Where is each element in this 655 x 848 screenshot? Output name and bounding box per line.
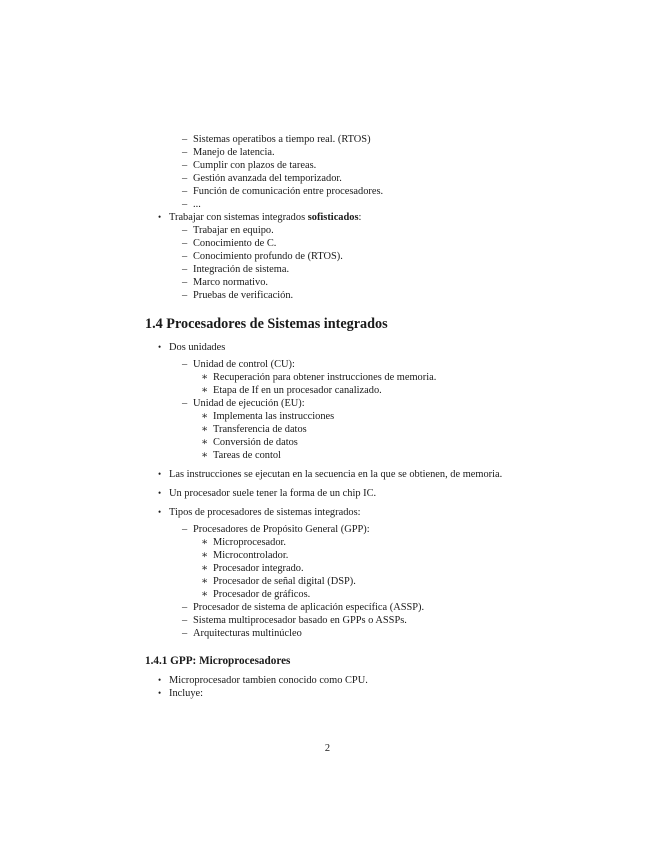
sophisticated-bullet-list <box>145 211 515 302</box>
chip-bullet: • Un procesador suele tener la forma de un chip IC. <box>145 487 515 500</box>
instrucciones-bullet: • Las instrucciones se ejecutan en la secuencia en la que se obtienen, de memoria. <box>145 468 515 481</box>
list-item: – Función de comunicación entre procesadores. <box>182 185 515 198</box>
rtos-skills-list <box>182 133 515 211</box>
sophisticated-bold: sofisticados <box>307 212 359 223</box>
list-item: – Conocimiento profundo de (RTOS). <box>182 250 515 263</box>
list-item: ∗ Microprocesador. <box>201 536 515 549</box>
list-item: – Procesador de sistema de aplicación específica (ASSP). <box>182 601 515 614</box>
list-item: ∗ Conversión de datos <box>201 436 515 449</box>
sophisticated-items <box>182 224 515 302</box>
sophisticated-bullet <box>145 211 515 302</box>
sophisticated-suffix: : <box>358 212 362 223</box>
dos-unidades-bullet <box>145 341 515 462</box>
list-item: – Trabajar en equipo. <box>182 224 515 237</box>
gpp-item <box>182 523 515 601</box>
processor-types-list <box>182 523 515 640</box>
list-item: ∗ Tareas de contol <box>201 449 515 462</box>
gpp-label: Procesadores de Propósito General (GPP): <box>193 524 370 535</box>
eu-subitems <box>201 410 515 462</box>
gpp-subitems <box>201 536 515 601</box>
list-item: ∗ Implementa las instrucciones <box>201 410 515 423</box>
tipos-bullet <box>145 506 515 640</box>
list-item: ∗ Recuperación para obtener instrucciones de memoria. <box>201 371 515 384</box>
list-item: – Conocimiento de C. <box>182 237 515 250</box>
list-item: ∗ Microcontrolador. <box>201 549 515 562</box>
sophisticated-prefix: Trabajar con sistemas integrados <box>169 212 308 223</box>
units-list <box>182 358 515 462</box>
page-content <box>145 133 515 700</box>
subsection-bullet-list <box>145 674 515 700</box>
list-item: – Manejo de latencia. <box>182 146 515 159</box>
list-item: • Incluye: <box>145 687 515 700</box>
dos-unidades-label: Dos unidades <box>169 342 226 353</box>
eu-label: Unidad de ejecución (EU): <box>193 398 305 409</box>
list-item: ∗ Transferencia de datos <box>201 423 515 436</box>
cu-subitems <box>201 371 515 397</box>
list-item: ∗ Etapa de If en un procesador canalizado. <box>201 384 515 397</box>
section-bullet-list <box>145 341 515 640</box>
list-item: – Sistemas operatibos a tiempo real. (RTOS) <box>182 133 515 146</box>
list-item: – Arquitecturas multinúcleo <box>182 627 515 640</box>
list-item: ∗ Procesador integrado. <box>201 562 515 575</box>
cu-label: Unidad de control (CU): <box>193 359 295 370</box>
section-title: 1.4 Procesadores de Sistemas integrados <box>145 316 388 332</box>
list-item: – Cumplir con plazos de tareas. <box>182 159 515 172</box>
list-item: – Marco normativo. <box>182 276 515 289</box>
subsection-title: 1.4.1 GPP: Microprocesadores <box>145 655 291 667</box>
list-item: • Microprocesador tambien conocido como CPU. <box>145 674 515 687</box>
cu-item <box>182 358 515 397</box>
tipos-label: Tipos de procesadores de sistemas integrados: <box>169 507 361 518</box>
list-item: – Pruebas de verificación. <box>182 289 515 302</box>
page-number: 2 <box>324 743 331 754</box>
list-item: ∗ Procesador de gráficos. <box>201 588 515 601</box>
list-item: ∗ Procesador de señal digital (DSP). <box>201 575 515 588</box>
list-item: – ... <box>182 198 515 211</box>
eu-item <box>182 397 515 462</box>
list-item: – Sistema multiprocesador basado en GPPs o ASSPs. <box>182 614 515 627</box>
list-item: – Gestión avanzada del temporizador. <box>182 172 515 185</box>
list-item: – Integración de sistema. <box>182 263 515 276</box>
